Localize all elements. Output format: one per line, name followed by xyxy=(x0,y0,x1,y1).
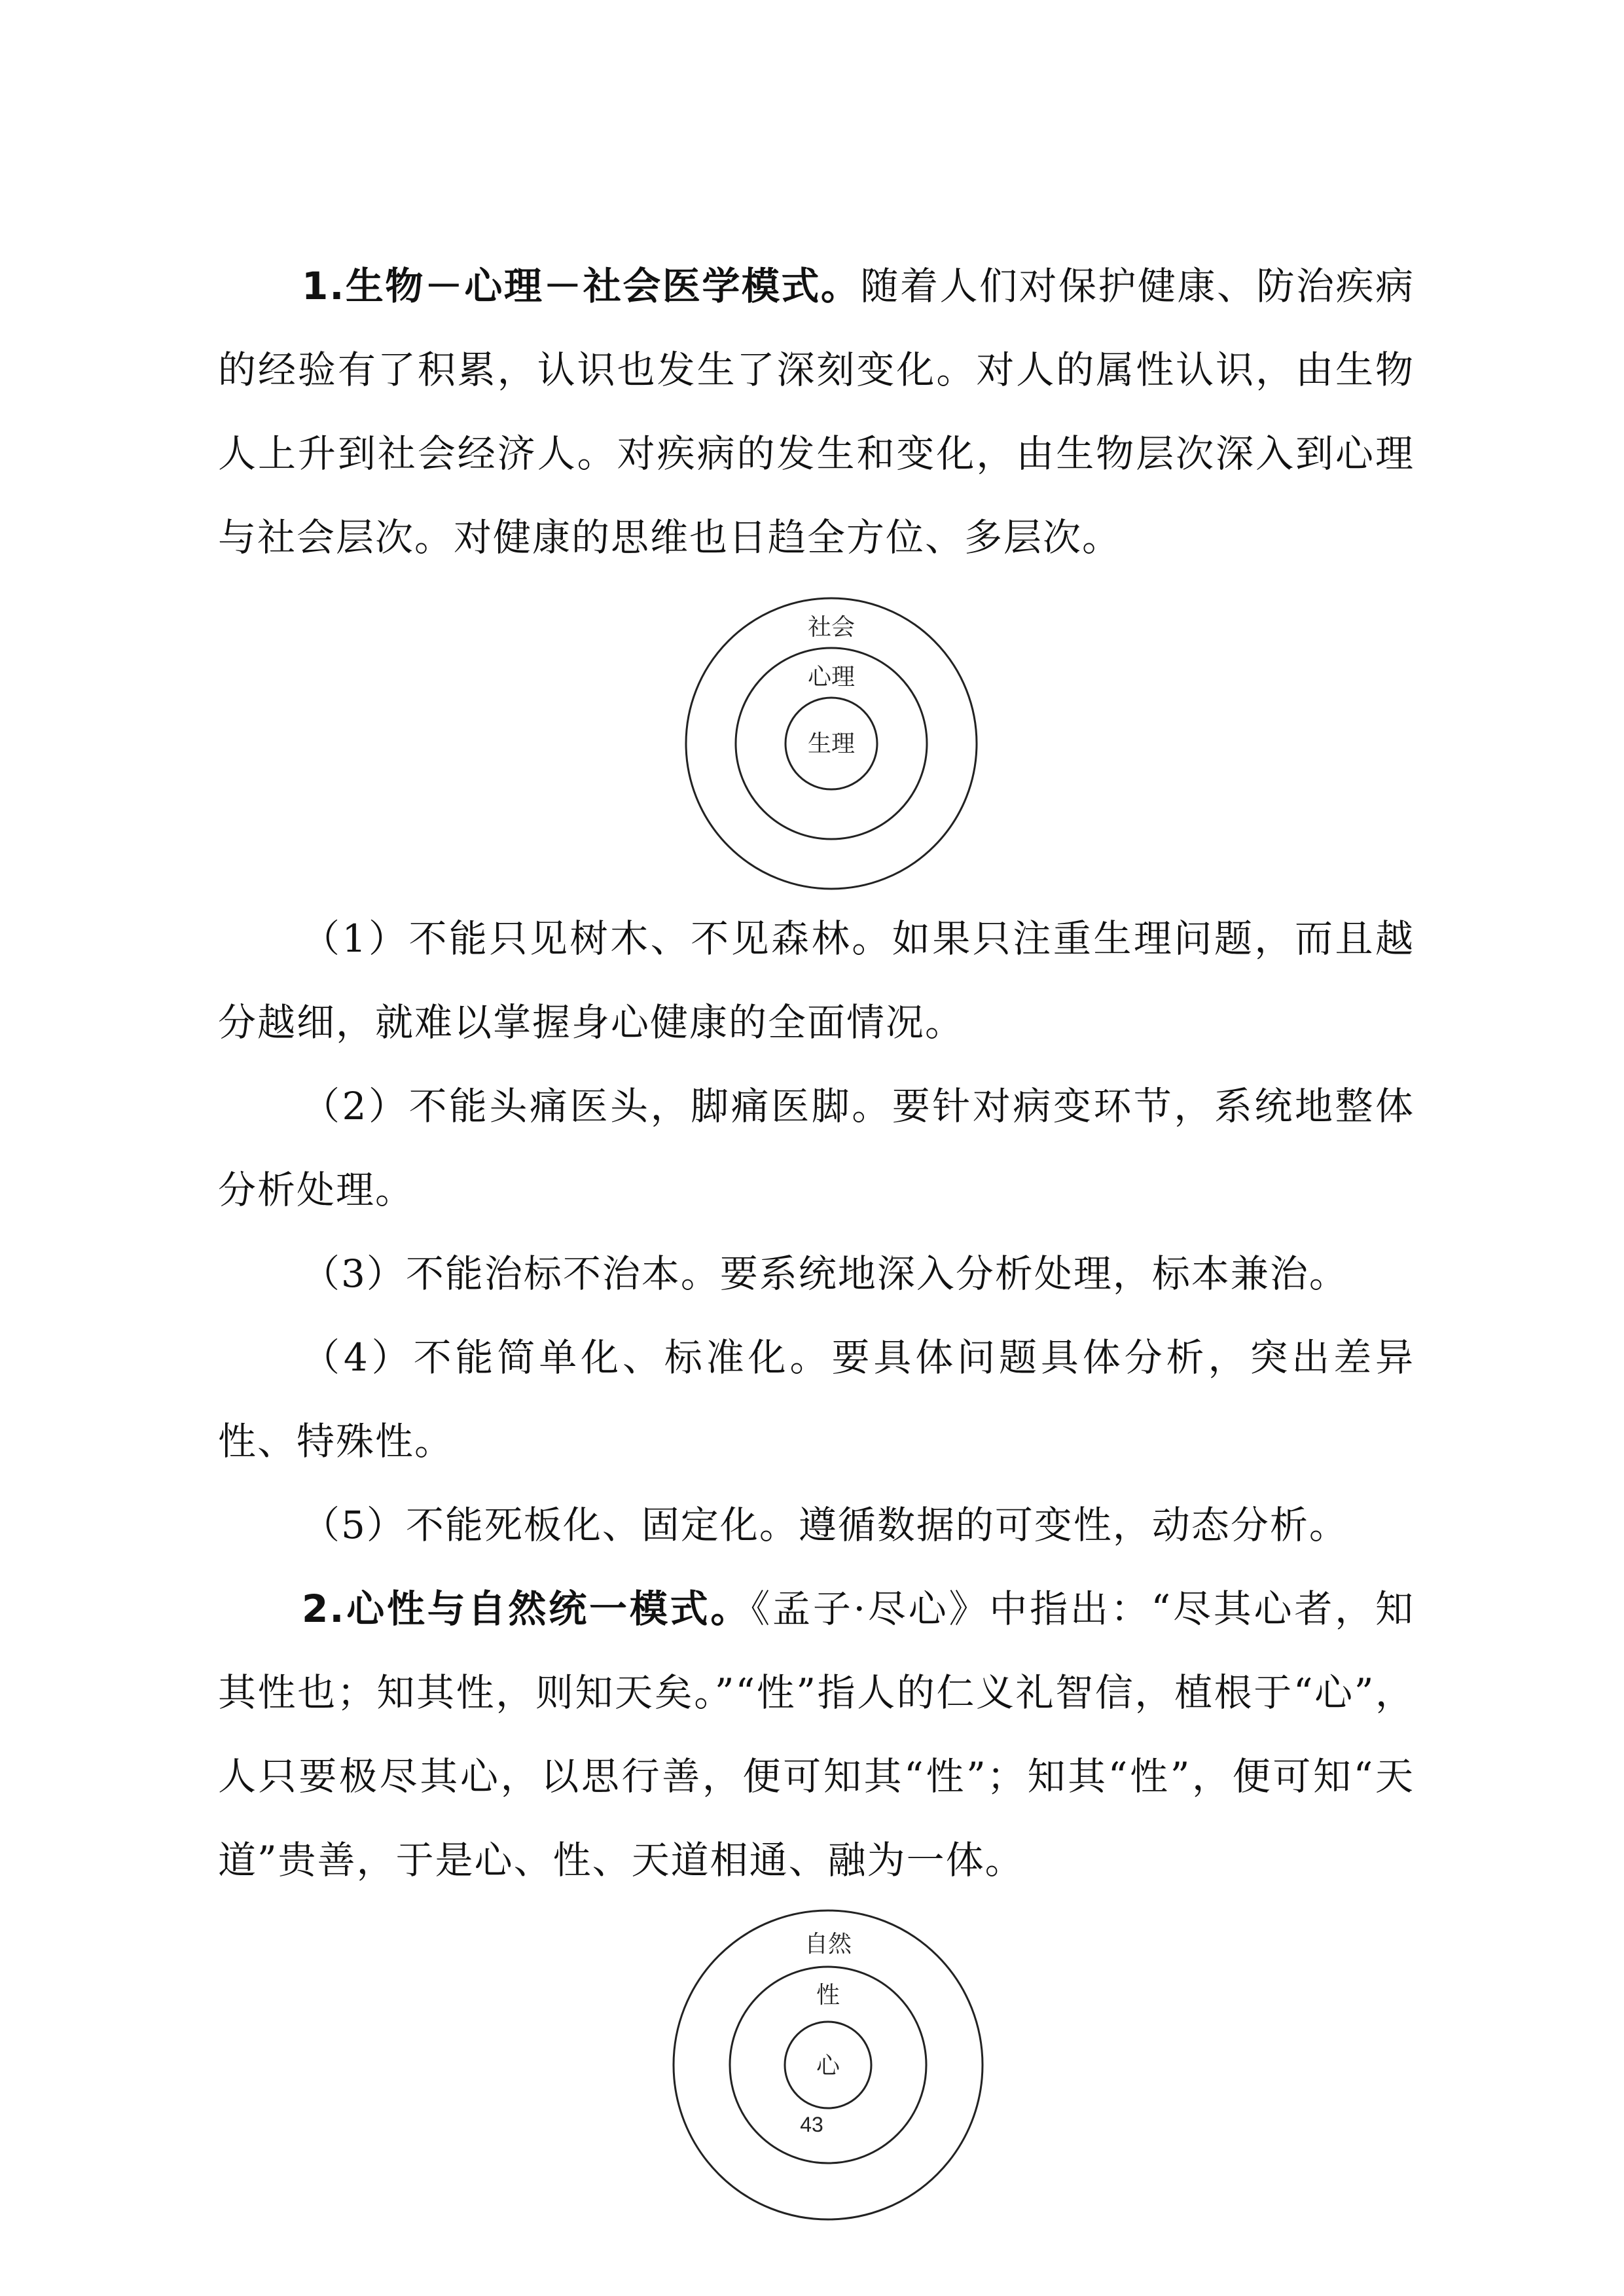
section-1-heading: 1.生物－心理－社会医学模式。 xyxy=(302,264,861,308)
section-2-paragraph xyxy=(218,1567,1415,1902)
point-5: （5）不能死板化、固定化。遵循数据的可变性，动态分析。 xyxy=(302,1503,1348,1547)
point-4: （4）不能简单化、标准化。要具体问题具体分析，突出差异性、特殊性。 xyxy=(218,1335,1415,1463)
diagram-mind-nature xyxy=(668,1905,988,2225)
outer-label: 社会 xyxy=(807,614,856,641)
outer-label: 自然 xyxy=(804,1931,852,1958)
section-2-text: 《孟子·尽心》中指出：“尽其心者，知其性也；知其性，则知天矣。”“性”指人的仁义礼智信，植根于“心”，人只要极尽其心，以思行善，便可知其“性”；知其“性”，便可知“天道”贵善，于是心、性、天道相通、融为一体。 xyxy=(218,1587,1415,1882)
middle-label: 性 xyxy=(816,1982,840,2009)
inner-label: 心 xyxy=(816,2053,840,2079)
point-1: （1）不能只见树木、不见森林。如果只注重生理问题，而且越分越细，就难以掌握身心健康的全面情况。 xyxy=(218,916,1415,1045)
section-1-text: 随着人们对保护健康、防治疾病的经验有了积累，认识也发生了深刻变化。对人的属性认识，由生物人上升到社会经济人。对疾病的发生和变化，由生物层次深入到心理与社会层次。对健康的思维也日趋全方位、多层次。 xyxy=(218,264,1415,560)
point-2: （2）不能头痛医头，脚痛医脚。要针对病变环节，系统地整体分析处理。 xyxy=(218,1084,1415,1212)
section-1-paragraph xyxy=(218,244,1415,579)
point-3: （3）不能治标不治本。要系统地深入分析处理，标本兼治。 xyxy=(302,1251,1348,1296)
page-number: 43 xyxy=(800,2113,823,2136)
section-2-heading: 2.心性与自然统一模式。 xyxy=(302,1587,751,1631)
diagram-biopsychosocial xyxy=(681,593,982,894)
inner-label: 生理 xyxy=(807,730,856,757)
middle-label: 心理 xyxy=(807,664,856,691)
